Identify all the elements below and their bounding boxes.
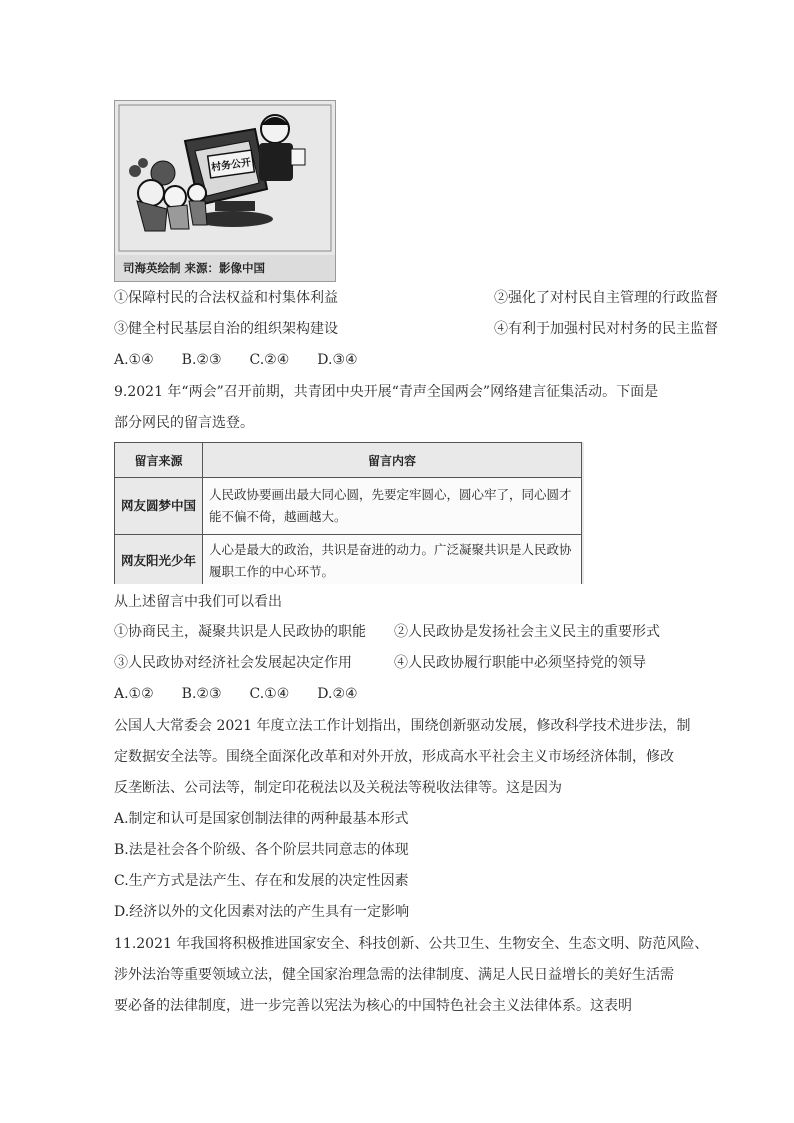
q11-stem-line-1: 11.2021 年我国将积极推进国家安全、科技创新、公共卫生、生物安全、生态文明、防范风险、 — [114, 936, 709, 952]
row-content-line: 人民政协要画出最大同心圆，先要定牢圆心，圆心牢了，同心圆才 — [209, 487, 572, 502]
q8-option-3: ③健全村民基层自治的组织架构建设 — [114, 321, 338, 337]
row-content — [203, 535, 582, 585]
q9-option-3: ③人民政协对经济社会发展起决定作用 — [114, 655, 352, 671]
comment-table-image — [114, 442, 584, 584]
table-row — [115, 478, 582, 535]
q9-option-4: ④人民政协履行职能中必须坚持党的领导 — [394, 655, 646, 671]
q10-choice-c: C.生产方式是法产生、存在和发展的决定性因素 — [114, 873, 409, 889]
q8-option-2: ②强化了对村民自主管理的行政监督 — [494, 290, 718, 306]
q10-stem-line-1: 公国人大常委会 2021 年度立法工作计划指出，围绕创新驱动发展，修改科学技术进步法，制 — [114, 718, 691, 734]
cartoon-caption: 司海英绘制 来源：影像中国 — [115, 255, 335, 281]
q9-options-row-2 — [114, 653, 714, 673]
q8-answer-choices: A.①④ B.②③ C.②④ D.③④ — [114, 352, 358, 368]
q8-option-4: ④有利于加强村民对村务的民主监督 — [494, 321, 718, 337]
comment-table — [114, 442, 582, 584]
cartoon-illustration — [115, 101, 335, 281]
table-header-content: 留言内容 — [203, 443, 582, 478]
row-content-line: 人心是最大的政治，共识是奋进的动力。广泛凝聚共识是人民政协 — [209, 542, 572, 557]
q10-stem-line-2: 定数据安全法等。围绕全面深化改革和对外开放，形成高水平社会主义市场经济体制，修改 — [114, 749, 674, 765]
q9-answer-choices: A.①② B.②③ C.①④ D.②④ — [114, 686, 358, 702]
q9-stem-line-2: 部分网民的留言选登。 — [114, 415, 254, 431]
q11-stem-line-3: 要必备的法律制度，进一步完善以宪法为核心的中国特色社会主义法律体系。这表明 — [114, 998, 632, 1014]
q10-stem-line-3: 反垄断法、公司法等，制定印花税法以及关税法等税收法律等。这是因为 — [114, 780, 562, 796]
q9-option-2: ②人民政协是发扬社会主义民主的重要形式 — [394, 624, 660, 640]
q11-stem-line-2: 涉外法治等重要领域立法，健全国家治理急需的法律制度、满足人民日益增长的美好生活需 — [114, 967, 674, 983]
q10-choice-d: D.经济以外的文化因素对法的产生具有一定影响 — [114, 904, 410, 920]
table-row — [115, 535, 582, 585]
row-content-line: 履职工作的中心环节。 — [209, 564, 335, 579]
row-source: 网友圆梦中国 — [115, 478, 203, 535]
q9-lead: 从上述留言中我们可以看出 — [114, 594, 282, 610]
q10-choice-b: B.法是社会各个阶级、各个阶层共同意志的体现 — [114, 842, 409, 858]
row-source: 网友阳光少年 — [115, 535, 203, 585]
q8-options-row-1 — [114, 288, 718, 308]
cartoon-board-text: 村务公开 — [210, 157, 252, 174]
q8-options-row-2 — [114, 319, 718, 339]
row-content — [203, 478, 582, 535]
table-header-source: 留言来源 — [115, 443, 203, 478]
q10-choice-a: A.制定和认可是国家创制法律的两种最基本形式 — [114, 811, 409, 827]
q9-stem-line-1: 9.2021 年“两会”召开前期，共青团中央开展“青声全国两会”网络建言征集活动。下面是 — [114, 384, 659, 400]
q8-option-1: ①保障村民的合法权益和村集体利益 — [114, 290, 338, 306]
cartoon-image — [114, 100, 336, 282]
q9-options-row-1 — [114, 622, 714, 642]
q9-option-1: ①协商民主，凝聚共识是人民政协的职能 — [114, 624, 366, 640]
row-content-line: 能不偏不倚，越画越大。 — [209, 509, 347, 524]
